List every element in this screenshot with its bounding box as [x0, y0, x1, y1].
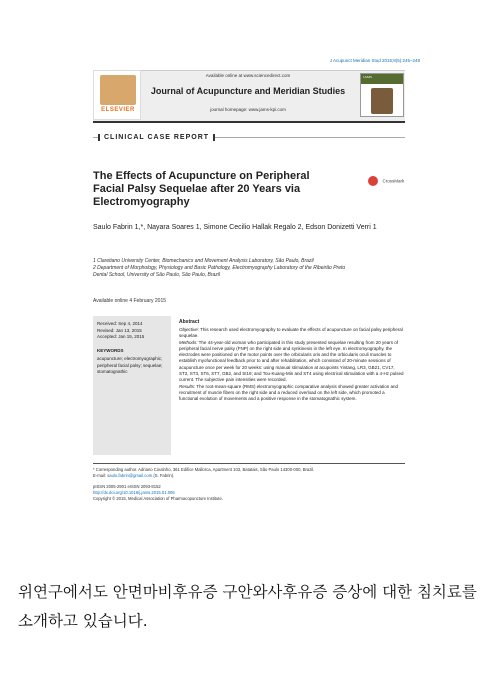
- section-tag: CLINICAL CASE REPORT: [98, 134, 215, 141]
- keywords-heading: KEYWORDS: [97, 348, 124, 353]
- crossmark-label: CrossMark: [382, 178, 405, 184]
- journal-citation: J Acupunct Meridian Stud 2015;8(5):245–248: [329, 58, 420, 63]
- email-suffix: (S. Fabrin).: [152, 473, 175, 478]
- results-text: The root-mean-square (RMS) electromyographic comparative analysis showed greater activation and recruitment of muscle fibers on the right side and a reduced overload on the left side, which promoted a functional evolution of movements and a positive response in the stomatognathic system.: [179, 383, 399, 402]
- header-divider: [93, 121, 405, 123]
- email-label: E-mail:: [93, 473, 108, 478]
- footnote: [93, 467, 405, 479]
- abstract-heading: Abstract: [179, 319, 200, 325]
- issn: pISSN 2005-2901 eISSN 2093-8152: [93, 484, 161, 489]
- available-online-link[interactable]: Available online at www.sciencedirect.com: [205, 73, 291, 78]
- received-date: Received: Sep 4, 2014: [97, 321, 143, 326]
- elsevier-logo: [93, 70, 141, 120]
- cover-title: JAMS: [363, 75, 372, 79]
- cover-image: [371, 88, 393, 114]
- methods-label: Methods:: [179, 339, 198, 345]
- keywords-list: acupuncture; electromyographic; peripheral facial palsy; sequelae; stomatognathic: [97, 356, 163, 374]
- journal-cover: [360, 73, 404, 117]
- article-title: The Effects of Acupuncture on Peripheral Facial Palsy Sequelae after 20 Years via Electromyography: [93, 170, 310, 208]
- publisher-name: ELSEVIER: [101, 107, 135, 113]
- copyright: Copyright © 2015, Medical Association of Pharmacopuncture Institute.: [93, 496, 223, 501]
- corresponding-author: * Corresponding author. Adriano Coutinho, 361 Edifice Mallorca, Apartment 103, Batatais, São Paulo 14300-000, Brazil.: [93, 467, 315, 472]
- objective-text: This research used electromyography to evaluate the effects of acupuncture on facial palsy peripheral sequelae.: [179, 327, 403, 339]
- author-list: Saulo Fabrin 1,*, Nayara Soares 1, Simone Cecilio Hallak Regalo 2, Edson Donizetti Verri 1: [93, 224, 377, 231]
- methods-text: The 44-year-old woman who participated in this study presented sequelae resulting from 20 years of peripheral facial nerve palsy (FNP) on the right side and synkinesis in the left eye. In electromyography, the electrodes were positioned on the motor points over the orbicularis oris and the orbicularis oculi muscles to establish myofunctional feedback prior to and after rehabilitation, which consisted of 20-minute sessions of acupuncture once per week for 20 weeks: using manual stimulation at acupoints Yintang, LR3, GB21, CV17, ST2, ST3, ST6, ST7, GB2, and SI19; and Tou-Kuang-Min and ST4 using electrical stimulation with a 4-Hz pulsed current. The subjective pain intensities were recorded.: [179, 339, 404, 383]
- affiliation-1: 1 Claretiano University Center, Biomechanics and Movement Analysis Laboratory, São Paulo, Brazil: [93, 258, 314, 264]
- korean-caption: 위연구에서도 안면마비후유증 구안와사후유증 증상에 대한 침치료를 소개하고 있습니다.: [18, 583, 477, 630]
- abstract-body: [179, 327, 405, 403]
- accepted-date: Accepted: Jan 15, 2015: [97, 334, 145, 339]
- crossmark-badge[interactable]: [368, 172, 404, 190]
- revised-date: Revised: Jan 13, 2015: [97, 327, 142, 333]
- journal-title: Journal of Acupuncture and Meridian Studies: [150, 86, 346, 96]
- article-history: [97, 321, 169, 341]
- email-line: [93, 473, 405, 479]
- affiliations: [93, 258, 353, 279]
- footnote-divider: [93, 463, 405, 464]
- affiliation-2: 2 Department of Morphology, Physiology and Basic Pathology, Electromyography Laboratory of the Ribeirão Preto Dental School, University of São Paulo, São Paulo, Brazil: [93, 265, 346, 278]
- tree-icon: [100, 75, 136, 105]
- results-label: Results:: [179, 383, 196, 389]
- email-link[interactable]: saulo.fabrin@gmail.com: [107, 473, 153, 478]
- objective-label: Objective:: [179, 327, 200, 332]
- doi-link[interactable]: http://dx.doi.org/10.1016/j.jams.2015.01.006: [93, 490, 175, 495]
- journal-homepage-link[interactable]: journal homepage: www.jams-kpi.com: [210, 107, 286, 112]
- crossmark-icon: [368, 176, 378, 186]
- publication-ids: [93, 484, 405, 502]
- online-date: Available online 4 February 2015: [93, 298, 167, 304]
